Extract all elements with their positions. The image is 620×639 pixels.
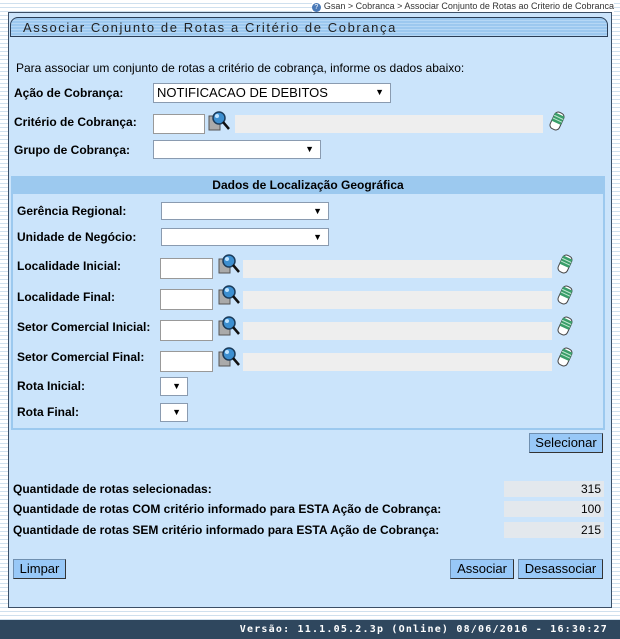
setor-inicial-description: [243, 322, 552, 340]
rota-final-select[interactable]: [160, 403, 188, 422]
chevron-down-icon: ▼: [172, 381, 181, 391]
search-icon[interactable]: [218, 284, 240, 306]
setor-final-input[interactable]: [160, 351, 213, 372]
eraser-icon[interactable]: [557, 316, 573, 336]
search-icon[interactable]: [218, 346, 240, 368]
version-footer: Versão: 11.1.05.2.3p (Online) 08/06/2016 - 16:30:27: [0, 620, 620, 639]
chevron-down-icon: ▼: [313, 232, 322, 242]
selecionar-button[interactable]: Selecionar: [529, 433, 603, 453]
grupo-select[interactable]: [153, 140, 321, 159]
qtd-sem-criterio-value: 215: [504, 522, 604, 538]
rota-inicial-select[interactable]: [160, 377, 188, 396]
page-title: Associar Conjunto de Rotas a Critério de Cobrança: [10, 17, 608, 37]
qtd-sem-criterio-label: Quantidade de rotas SEM critério informado para ESTA Ação de Cobrança:: [13, 523, 440, 537]
eraser-icon[interactable]: [549, 111, 565, 131]
qtd-com-criterio-label: Quantidade de rotas COM critério informado para ESTA Ação de Cobrança:: [13, 502, 442, 516]
acao-select[interactable]: [153, 83, 391, 103]
rota-final-label: Rota Final:: [17, 405, 79, 419]
setor-inicial-label: Setor Comercial Inicial:: [17, 320, 151, 334]
setor-inicial-input[interactable]: [160, 320, 213, 341]
criterio-description: [235, 115, 543, 133]
breadcrumb: [312, 1, 614, 12]
localidade-final-description: [243, 291, 552, 309]
search-icon[interactable]: [218, 253, 240, 275]
chevron-down-icon: ▼: [313, 206, 322, 216]
chevron-down-icon: ▼: [375, 87, 384, 97]
limpar-button[interactable]: Limpar: [13, 559, 66, 579]
breadcrumb-text[interactable]: Gsan > Cobranca > Associar Conjunto de Rotas ao Criterio de Cobranca: [323, 1, 614, 11]
chevron-down-icon: ▼: [305, 144, 314, 154]
localidade-inicial-description: [243, 260, 552, 278]
associar-button[interactable]: Associar: [450, 559, 514, 579]
rota-inicial-label: Rota Inicial:: [17, 379, 86, 393]
search-icon[interactable]: [218, 315, 240, 337]
chevron-down-icon: ▼: [172, 407, 181, 417]
unidade-select[interactable]: [161, 228, 329, 246]
desassociar-button[interactable]: Desassociar: [518, 559, 603, 579]
qtd-selecionadas-label: Quantidade de rotas selecionadas:: [13, 482, 212, 496]
grupo-label: Grupo de Cobrança:: [14, 143, 131, 157]
eraser-icon[interactable]: [557, 254, 573, 274]
localidade-inicial-label: Localidade Inicial:: [17, 259, 122, 273]
unidade-label: Unidade de Negócio:: [17, 230, 137, 244]
qtd-selecionadas-value: 315: [504, 481, 604, 497]
setor-final-description: [243, 353, 552, 371]
geo-section-title: Dados de Localização Geográfica: [13, 177, 603, 194]
intro-text: Para associar um conjunto de rotas a critério de cobrança, informe os dados abaixo:: [16, 61, 465, 75]
gerencia-select[interactable]: [161, 202, 329, 220]
search-icon[interactable]: [208, 110, 230, 132]
localidade-final-input[interactable]: [160, 289, 213, 310]
criterio-code-input[interactable]: [153, 114, 205, 134]
gerencia-label: Gerência Regional:: [17, 204, 127, 218]
localidade-final-label: Localidade Final:: [17, 290, 116, 304]
criterio-label: Critério de Cobrança:: [14, 115, 137, 129]
eraser-icon[interactable]: [557, 347, 573, 367]
setor-final-label: Setor Comercial Final:: [17, 350, 145, 364]
acao-value: NOTIFICACAO DE DEBITOS: [157, 85, 328, 100]
acao-label: Ação de Cobrança:: [14, 86, 124, 100]
localidade-inicial-input[interactable]: [160, 258, 213, 279]
qtd-com-criterio-value: 100: [504, 501, 604, 517]
help-icon[interactable]: ?: [312, 3, 321, 12]
eraser-icon[interactable]: [557, 285, 573, 305]
